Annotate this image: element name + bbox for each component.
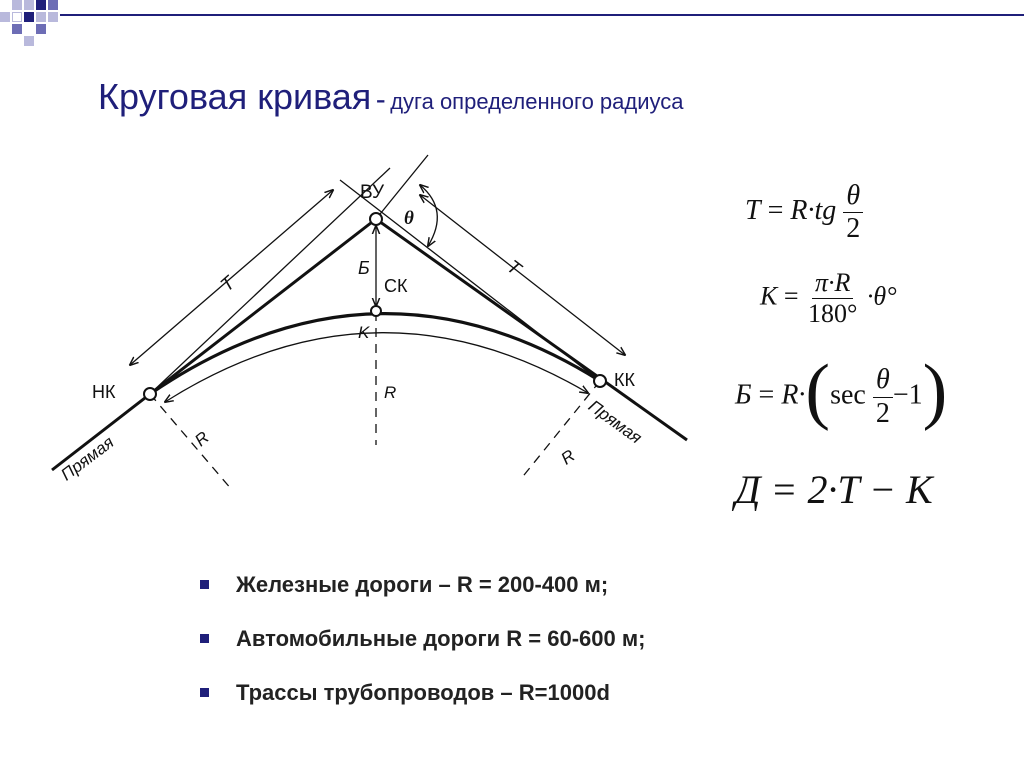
decor-square bbox=[12, 0, 22, 10]
decor-square bbox=[36, 0, 46, 10]
label-radius-mid: R bbox=[384, 383, 397, 402]
straight-left bbox=[52, 219, 376, 470]
decor-square bbox=[24, 36, 34, 46]
straight-right bbox=[376, 219, 687, 440]
label-radius-left: R bbox=[191, 427, 213, 451]
label-bisector: Б bbox=[358, 258, 370, 278]
label-straight-left: Прямая bbox=[57, 432, 118, 485]
fraction-denominator: 180° bbox=[808, 298, 858, 328]
decor-square bbox=[12, 24, 22, 34]
fraction bbox=[873, 364, 893, 429]
list-item-text: Автомобильные дороги R = 60-600 м; bbox=[236, 626, 646, 651]
formula-lhs: T bbox=[745, 195, 761, 227]
point-start bbox=[144, 388, 156, 400]
fraction-denominator: 2 bbox=[875, 397, 890, 429]
title-subtitle: дуга определенного радиуса bbox=[390, 89, 684, 114]
decor-square bbox=[36, 24, 46, 34]
fraction-denominator: 2 bbox=[846, 213, 861, 245]
label-arc: K bbox=[358, 323, 370, 342]
formula-term: R·tg bbox=[790, 195, 837, 227]
decor-square bbox=[24, 0, 34, 10]
formula-eq: = bbox=[758, 379, 775, 411]
decor-square bbox=[12, 12, 22, 22]
fraction-numerator: θ bbox=[843, 180, 863, 213]
fraction-numerator: π·R bbox=[812, 268, 853, 299]
paren-close-icon: ) bbox=[922, 350, 948, 432]
formula-difference: Д = 2·T − K bbox=[735, 467, 933, 512]
bullet-square-icon bbox=[200, 580, 209, 589]
point-vertex bbox=[370, 213, 382, 225]
tangent-left-ext bbox=[150, 168, 390, 394]
label-radius-right: R bbox=[557, 445, 579, 469]
formula-tail: −1 bbox=[892, 379, 923, 411]
formula-eq: = bbox=[767, 195, 784, 227]
formula-tangent bbox=[745, 180, 863, 245]
formula-term: R· bbox=[781, 379, 806, 411]
list-item bbox=[198, 676, 645, 730]
label-end: КК bbox=[614, 370, 635, 390]
list-item bbox=[198, 622, 645, 676]
radius-list bbox=[198, 568, 645, 730]
radius-right bbox=[520, 381, 600, 480]
point-end bbox=[594, 375, 606, 387]
label-vertex: ВУ bbox=[360, 182, 385, 203]
circular-arc bbox=[150, 314, 600, 394]
formula-bisector bbox=[735, 350, 948, 434]
angle-arc bbox=[420, 185, 437, 246]
fraction bbox=[805, 268, 860, 329]
decor-square bbox=[48, 12, 58, 22]
decor-square bbox=[36, 12, 46, 22]
decor-square bbox=[0, 12, 10, 22]
list-item-text: Железные дороги – R = 200-400 м; bbox=[236, 572, 609, 597]
list-item-text: Трассы трубопроводов – R=1000d bbox=[236, 680, 610, 705]
formula-eq: = bbox=[783, 281, 799, 311]
fraction-numerator: θ bbox=[873, 364, 893, 397]
fraction bbox=[843, 180, 863, 245]
paren-open-icon: ( bbox=[805, 350, 831, 432]
title-main: Круговая кривая bbox=[98, 76, 372, 117]
bullet-square-icon bbox=[200, 634, 209, 643]
bullet-square-icon bbox=[200, 688, 209, 697]
formula-lhs: Б bbox=[735, 379, 752, 411]
point-mid bbox=[371, 306, 381, 316]
formula-tail: ·θ° bbox=[866, 281, 897, 311]
label-straight-right: Прямая bbox=[584, 396, 646, 448]
label-angle: θ bbox=[404, 208, 414, 229]
decor-square bbox=[24, 12, 34, 22]
header-rule bbox=[60, 14, 1024, 16]
label-tangent-right: T bbox=[502, 256, 525, 281]
tangent-right-ext bbox=[340, 180, 600, 381]
curve-diagram bbox=[40, 145, 700, 515]
list-item bbox=[198, 568, 645, 622]
title-dash: - bbox=[375, 83, 386, 116]
formula-lhs: K bbox=[760, 281, 778, 311]
tangent-dim-right bbox=[420, 195, 625, 355]
slide-title bbox=[98, 76, 684, 118]
label-mid: СК bbox=[384, 276, 408, 296]
formula-sec: sec bbox=[830, 379, 866, 411]
radius-left bbox=[150, 394, 232, 490]
decor-square bbox=[48, 0, 58, 10]
formula-arc-length bbox=[760, 268, 897, 329]
label-tangent-left: T bbox=[216, 272, 240, 297]
label-start: НК bbox=[92, 382, 116, 402]
